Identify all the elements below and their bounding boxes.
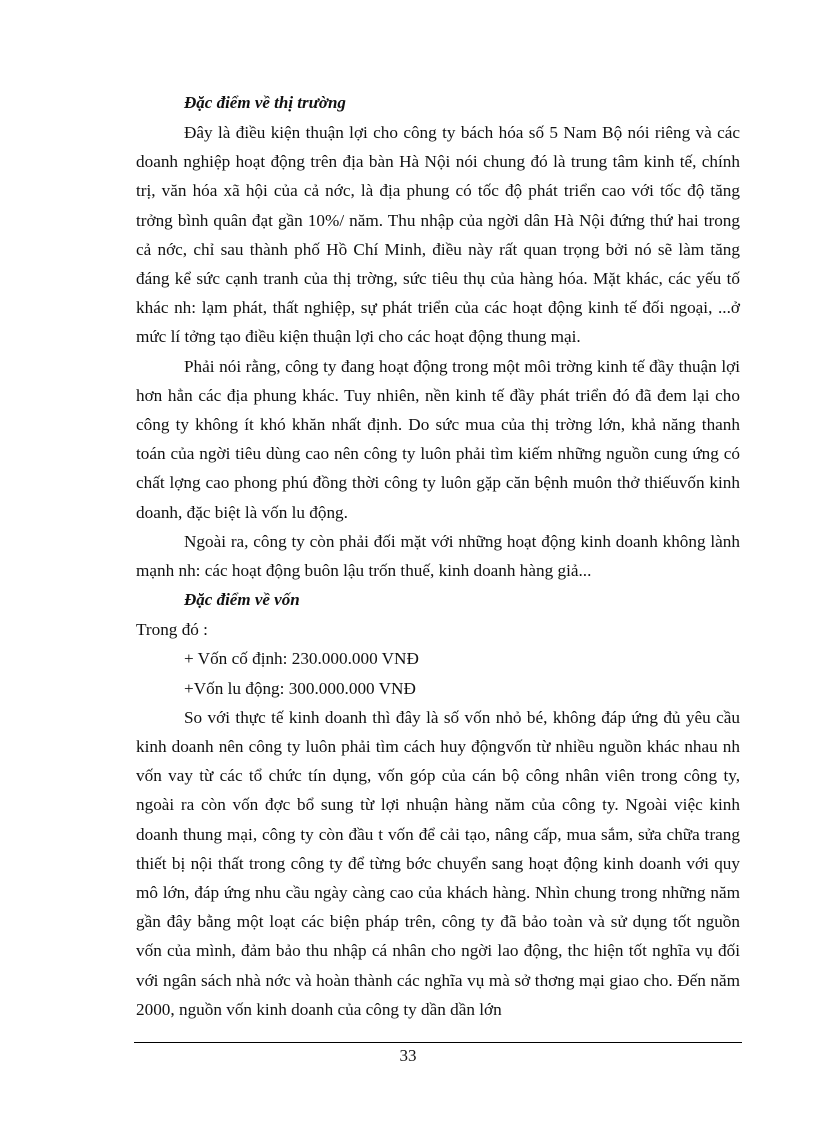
paragraph-unhealthy-competition: Ngoài ra, công ty còn phải đối mặt với những hoạt động kinh doanh không lành mạnh nh: các hoạt động buôn lậu trốn thuế, kinh doanh hàng giả... [136,531,740,581]
paragraph-capital-assessment: So với thực tế kinh doanh thì đây là số vốn nhỏ bé, không đáp ứng đủ yêu cầu kinh doanh nên công ty luôn phải tìm cách huy độngvốn từ nhiều nguồn khác nhau nh vốn vay từ các tổ chức tín dụng, vốn góp của cán bộ công nhân viên trong công ty, ngoài ra còn vốn đợc bổ sung từ lợi nhuận hàng năm của công ty. Ngoài việc kinh doanh thung mại, công ty còn đầu t vốn để cải tạo, nâng cấp, mua sắm, sửa chữa trang thiết bị nội thất trong công ty để từng bớc chuyển sang hoạt động kinh doanh với quy mô lớn, đáp ứng nhu cầu ngày càng cao của khách hàng. Nhìn chung trong những năm gần đây bằng một loạt các biện pháp trên, công ty đã bảo toàn và sử dụng tốt nguồn vốn của mình, đảm bảo thu nhập cá nhân cho ngời lao động, thc hiện tốt nghĩa vụ đối với ngân sách nhà nớc và hoàn thành các nghĩa vụ mà sở thơng mại giao cho. Đến năm 2000, nguồn vốn kinh doanh của công ty dần dần lớn [136,707,740,1019]
capital-item-fixed: + Vốn cố định: 230.000.000 VNĐ [184,649,419,669]
section-heading-capital: Đặc điểm về vốn [184,590,300,610]
footer-divider [134,1042,742,1043]
capital-intro: Trong đó : [136,620,208,640]
page-number: 33 [399,1046,417,1065]
paragraph-market-conditions: Đây là điều kiện thuận lợi cho công ty bách hóa số 5 Nam Bộ nói riêng và các doanh nghiệp hoạt động trên địa bàn Hà Nội nói chung đó là trung tâm kinh tế, chính trị, văn hóa xã hội của cả nớc, là địa phung có tốc độ phát triển cao với tốc độ tăng trởng bình quân đạt gần 10%/ năm. Thu nhập của ngời dân Hà Nội đứng thứ hai trong cả nớc, chỉ sau thành phố Hồ Chí Minh, điều này rất quan trọng bởi nó sẽ làm tăng đáng kể sức cạnh tranh của thị trờng, sức tiêu thụ của hàng hóa. Mặt khác, các yếu tố khác nh: lạm phát, thất nghiệp, sự phát triển của các hoạt động kinh tế đối ngoại, ...ở mức lí tởng tạo điều kiện thuận lợi cho các hoạt động thung mại. [136,123,740,347]
paragraph-market-challenges: Phải nói rằng, công ty đang hoạt động trong một môi trờng kinh tế đầy thuận lợi hơn hẳn các địa phung khác. Tuy nhiên, nền kinh tế đầy phát triển đó đã đem lại cho công ty không ít khó khăn nhất định. Do sức mua của thị trờng lớn, khả năng thanh toán của ngời tiêu dùng cao nên công ty luôn phải tìm kiếm những nguồn cung ứng có chất lợng cao phong phú đồng thời công ty luôn gặp căn bệnh muôn thở thiếuvốn kinh doanh, đặc biệt là vốn lu động. [136,356,740,522]
section-heading-market: Đặc điểm về thị trường [184,93,346,112]
capital-item-working: +Vốn lu động: 300.000.000 VNĐ [184,678,416,698]
document-page [136,88,740,1024]
